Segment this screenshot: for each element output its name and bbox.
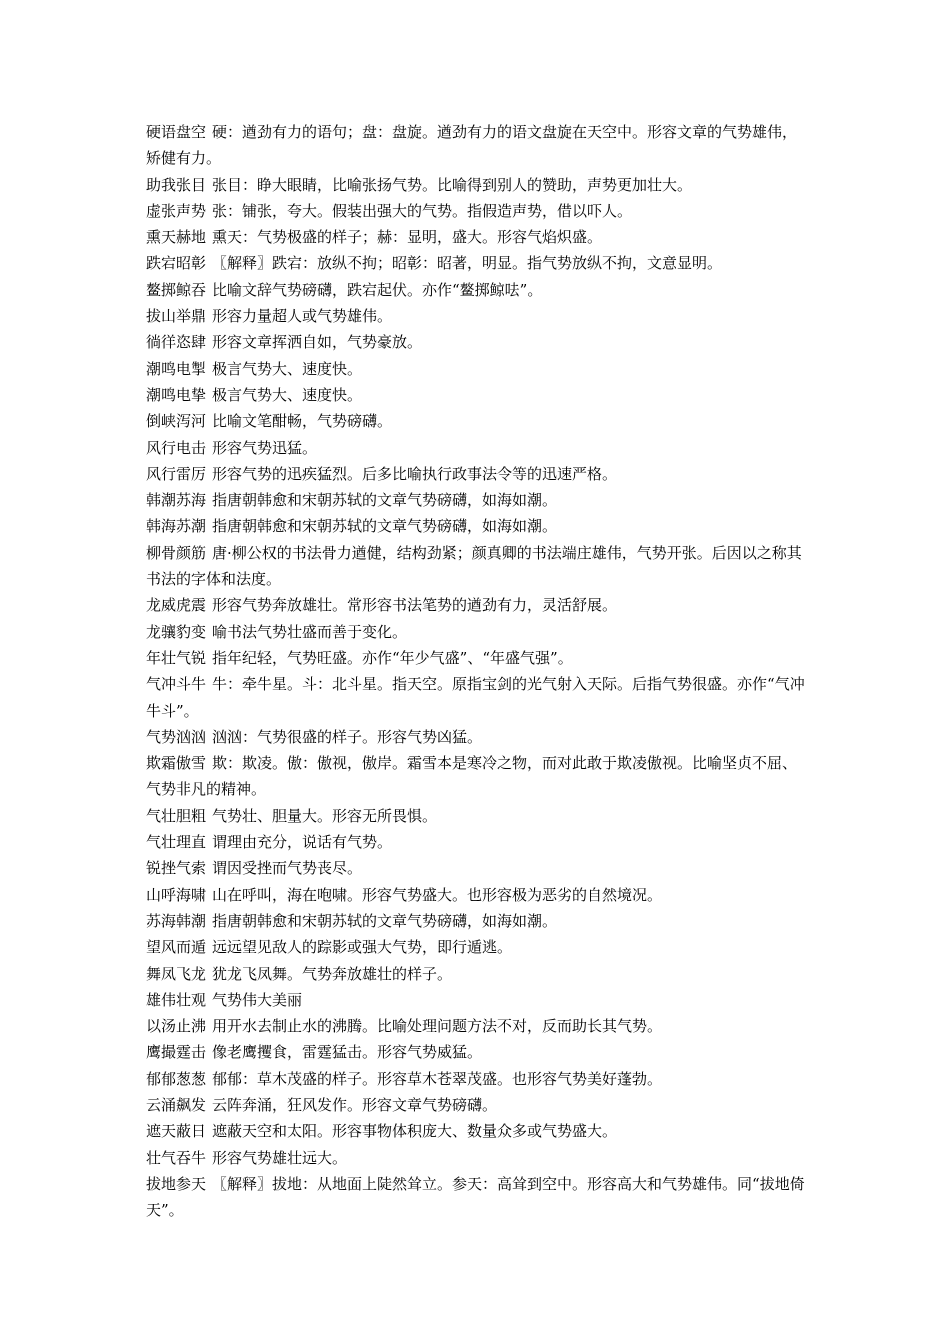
idiom-definition: 形容气势的迅疾猛烈。后多比喻执行政事法令等的迅速严格。 bbox=[212, 464, 618, 483]
idiom-term: 锐挫气索 bbox=[146, 859, 207, 878]
idiom-term: 风行雷厉 bbox=[146, 464, 207, 483]
idiom-term: 硬语盘空 bbox=[146, 123, 207, 141]
idiom-definition: 远远望见敌人的踪影或强大气势，即行遁逃。 bbox=[212, 938, 513, 957]
idiom-definition: 形容气势迅猛。 bbox=[212, 438, 318, 457]
idiom-term: 倒峡泻河 bbox=[146, 412, 207, 431]
idiom-entry bbox=[146, 435, 808, 461]
idiom-term: 气冲斗牛 bbox=[146, 675, 207, 694]
idiom-term: 山呼海啸 bbox=[146, 885, 207, 904]
idiom-definition: 〖解释〗跌宕：放纵不拘；昭彰：昭著，明显。指气势放纵不拘，文意显明。 bbox=[212, 254, 723, 273]
idiom-entry bbox=[146, 645, 808, 671]
idiom-term: 云涌飙发 bbox=[146, 1095, 207, 1114]
idiom-entry bbox=[146, 855, 808, 881]
idiom-definition: 比喻文笔酣畅，气势磅礴。 bbox=[212, 412, 393, 431]
idiom-definition: 熏天：气势极盛的样子；赫：显明，盛大。形容气焰炽盛。 bbox=[212, 228, 603, 247]
idiom-entry bbox=[146, 487, 808, 513]
idiom-definition: 牛：牵牛星。斗：北斗星。指天空。原指宝剑的光气射入天际。后指气势很盛。亦作“气冲牛斗”。 bbox=[146, 675, 805, 720]
idiom-term: 潮鸣电掣 bbox=[146, 359, 207, 378]
idiom-definition: 张：铺张，夸大。假装出强大的气势。指假造声势，借以吓人。 bbox=[212, 201, 633, 220]
idiom-definition: 郁郁：草木茂盛的样子。形容草木苍翠茂盛。也形容气势美好蓬勃。 bbox=[212, 1069, 663, 1088]
idiom-term: 熏天赫地 bbox=[146, 228, 207, 247]
idiom-entry bbox=[146, 461, 808, 487]
idiom-term: 望风而遁 bbox=[146, 938, 207, 957]
idiom-definition: 指年纪轻，气势旺盛。亦作“年少气盛”、“年盛气强”。 bbox=[212, 648, 573, 667]
idiom-definition: 云阵奔涌，狂风发作。形容文章气势磅礴。 bbox=[212, 1095, 498, 1114]
idiom-entry bbox=[146, 382, 808, 408]
idiom-term: 郁郁葱葱 bbox=[146, 1069, 207, 1088]
idiom-entry bbox=[146, 198, 808, 224]
idiom-definition: 指唐朝韩愈和宋朝苏轼的文章气势磅礴，如海如潮。 bbox=[212, 491, 558, 510]
idiom-entry bbox=[146, 908, 808, 934]
idiom-term: 跌宕昭彰 bbox=[146, 254, 207, 273]
idiom-entry bbox=[146, 882, 808, 908]
idiom-term: 遮天蔽日 bbox=[146, 1122, 207, 1141]
idiom-entry bbox=[146, 119, 808, 172]
idiom-term: 气势汹汹 bbox=[146, 727, 207, 746]
idiom-term: 以汤止沸 bbox=[146, 1017, 207, 1036]
idiom-definition: 谓理由充分，说话有气势。 bbox=[212, 833, 393, 852]
idiom-definition: 唐·柳公权的书法骨力遒健，结构劲紧；颜真卿的书法端庄雄伟，气势开张。后因以之称其书法的字体和法度。 bbox=[146, 543, 802, 589]
idiom-term: 拔山举鼎 bbox=[146, 307, 207, 326]
idiom-entry bbox=[146, 961, 808, 987]
idiom-entry bbox=[146, 592, 808, 618]
idiom-definition: 张目：睁大眼睛，比喻张扬气势。比喻得到别人的赞助，声势更加壮大。 bbox=[212, 175, 693, 194]
idiom-entry bbox=[146, 1066, 808, 1092]
idiom-entry bbox=[146, 671, 808, 724]
idiom-term: 柳骨颜筋 bbox=[146, 543, 207, 562]
idiom-entry bbox=[146, 224, 808, 250]
document-body bbox=[146, 119, 808, 1223]
idiom-entry bbox=[146, 1118, 808, 1144]
idiom-term: 龙威虎震 bbox=[146, 596, 207, 615]
idiom-definition: 气势伟大美丽 bbox=[212, 990, 303, 1009]
idiom-term: 壮气吞牛 bbox=[146, 1148, 207, 1167]
idiom-term: 舞凤飞龙 bbox=[146, 964, 207, 983]
idiom-entry bbox=[146, 329, 808, 355]
idiom-term: 徜徉恣肆 bbox=[146, 333, 207, 352]
idiom-term: 苏海韩潮 bbox=[146, 911, 207, 930]
idiom-term: 雄伟壮观 bbox=[146, 990, 207, 1009]
idiom-definition: 极言气势大、速度快。 bbox=[212, 385, 363, 404]
idiom-term: 虚张声势 bbox=[146, 201, 207, 220]
idiom-entry bbox=[146, 1171, 808, 1224]
idiom-definition: 极言气势大、速度快。 bbox=[212, 359, 363, 378]
idiom-term: 拔地参天 bbox=[146, 1174, 207, 1193]
idiom-definition: 指唐朝韩愈和宋朝苏轼的文章气势磅礴，如海如潮。 bbox=[212, 517, 558, 536]
idiom-term: 韩海苏潮 bbox=[146, 517, 207, 536]
idiom-entry bbox=[146, 513, 808, 539]
idiom-definition: 像老鹰攫食，雷霆猛击。形容气势威猛。 bbox=[212, 1043, 483, 1062]
idiom-definition: 硬：遒劲有力的语句；盘：盘旋。遒劲有力的语文盘旋在天空中。形容文章的气势雄伟，矫健有力。 bbox=[146, 123, 798, 168]
idiom-term: 韩潮苏海 bbox=[146, 491, 207, 510]
idiom-entry bbox=[146, 750, 808, 803]
idiom-entry bbox=[146, 172, 808, 198]
idiom-term: 鹰撮霆击 bbox=[146, 1043, 207, 1062]
idiom-term: 气壮理直 bbox=[146, 833, 207, 852]
idiom-definition: 形容力量超人或气势雄伟。 bbox=[212, 307, 393, 326]
idiom-entry bbox=[146, 619, 808, 645]
idiom-entry bbox=[146, 1092, 808, 1118]
idiom-definition: 犹龙飞凤舞。气势奔放雄壮的样子。 bbox=[212, 964, 453, 983]
idiom-entry bbox=[146, 303, 808, 329]
idiom-term: 助我张目 bbox=[146, 175, 207, 194]
idiom-entry bbox=[146, 356, 808, 382]
idiom-term: 气壮胆粗 bbox=[146, 806, 207, 825]
idiom-definition: 欺：欺凌。傲：傲视，傲岸。霜雪本是寒冷之物，而对此敢于欺凌傲视。比喻坚贞不屈、气势非凡的精神。 bbox=[146, 754, 798, 799]
idiom-definition: 形容文章挥洒自如，气势豪放。 bbox=[212, 333, 423, 352]
idiom-definition: 汹汹：气势很盛的样子。形容气势凶猛。 bbox=[212, 727, 483, 746]
idiom-entry bbox=[146, 250, 808, 276]
idiom-entry bbox=[146, 987, 808, 1013]
idiom-definition: 喻书法气势壮盛而善于变化。 bbox=[212, 622, 408, 641]
idiom-term: 欺霜傲雪 bbox=[146, 754, 207, 773]
idiom-definition: 比喻文辞气势磅礴，跌宕起伏。亦作“鳌掷鲸呿”。 bbox=[212, 280, 543, 299]
idiom-term: 年壮气锐 bbox=[146, 648, 207, 667]
idiom-definition: 〖解释〗拔地：从地面上陡然耸立。参天：高耸到空中。形容高大和气势雄伟。同“拔地倚天”。 bbox=[146, 1174, 805, 1220]
idiom-entry bbox=[146, 277, 808, 303]
idiom-definition: 形容气势奔放雄壮。常形容书法笔势的遒劲有力，灵活舒展。 bbox=[212, 596, 618, 615]
idiom-entry bbox=[146, 1145, 808, 1171]
idiom-entry bbox=[146, 540, 808, 593]
idiom-entry bbox=[146, 1013, 808, 1039]
idiom-definition: 指唐朝韩愈和宋朝苏轼的文章气势磅礴，如海如潮。 bbox=[212, 911, 558, 930]
idiom-term: 风行电击 bbox=[146, 438, 207, 457]
idiom-term: 潮鸣电挚 bbox=[146, 385, 207, 404]
idiom-definition: 谓因受挫而气势丧尽。 bbox=[212, 859, 363, 878]
idiom-definition: 遮蔽天空和太阳。形容事物体积庞大、数量众多或气势盛大。 bbox=[212, 1122, 618, 1141]
idiom-entry bbox=[146, 829, 808, 855]
idiom-term: 龙骧豹变 bbox=[146, 622, 207, 641]
idiom-entry bbox=[146, 934, 808, 960]
idiom-definition: 气势壮、胆量大。形容无所畏惧。 bbox=[212, 806, 438, 825]
idiom-term: 鳌掷鲸吞 bbox=[146, 280, 207, 299]
idiom-entry bbox=[146, 724, 808, 750]
idiom-entry bbox=[146, 803, 808, 829]
idiom-definition: 山在呼叫，海在咆啸。形容气势盛大。也形容极为恶劣的自然境况。 bbox=[212, 885, 663, 904]
idiom-definition: 用开水去制止水的沸腾。比喻处理问题方法不对，反而助长其气势。 bbox=[212, 1017, 663, 1036]
idiom-definition: 形容气势雄壮远大。 bbox=[212, 1148, 348, 1167]
idiom-entry bbox=[146, 408, 808, 434]
idiom-entry bbox=[146, 1039, 808, 1065]
